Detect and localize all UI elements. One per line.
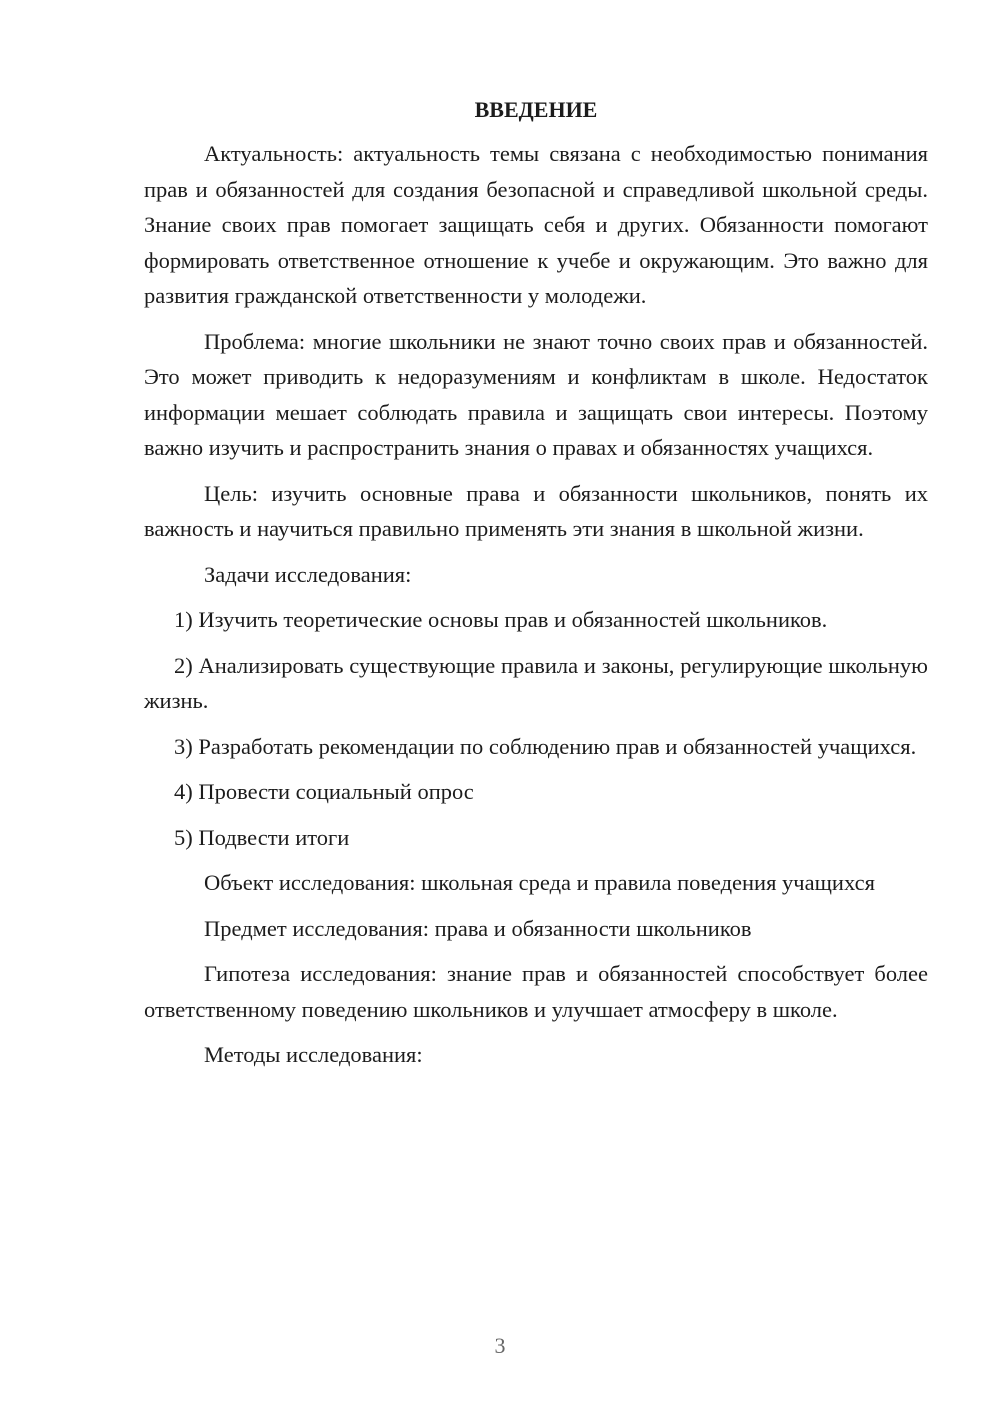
- list-item-task-1: 1) Изучить теоретические основы прав и обязанностей школьников.: [174, 607, 828, 632]
- section-heading: ВВЕДЕНИЕ: [474, 97, 598, 122]
- list-item-task-5: 5) Подвести итоги: [174, 824, 350, 850]
- paragraph-tasks-title: Задачи исследования:: [204, 561, 412, 587]
- paragraph-goal: Цель: изучить основные права и обязанности школьников, понять их важность и научиться правильно применять эти знания в школьной жизни.: [144, 480, 928, 541]
- page-number: 3: [494, 1333, 506, 1358]
- list-item-task-4: 4) Провести социальный опрос: [174, 779, 474, 804]
- document-page: [144, 92, 928, 1083]
- list-item-task-3: 3) Разработать рекомендации по соблюдению прав и обязанностей учащихся.: [174, 733, 917, 759]
- paragraph-subject: Предмет исследования: права и обязанности школьников: [204, 915, 752, 941]
- paragraph-object: Объект исследования: школьная среда и правила поведения учащихся: [204, 870, 875, 895]
- paragraph-relevance: Актуальность: актуальность темы связана с необходимостью понимания прав и обязанностей для создания безопасной и справедливой школьной среды. Знание своих прав помогает защищать себя и других. Обязанности помогают формировать ответственное отношение к учебе и окружающим. Это важно для развития гражданской ответственности у молодежи.: [144, 141, 928, 308]
- paragraph-problem: Проблема: многие школьники не знают точно своих прав и обязанностей. Это может приводить к недоразумениям и конфликтам в школе. Недостаток информации мешает соблюдать правила и защищать свои интересы. Поэтому важно изучить и распространить знания о правах и обязанностях учащихся.: [144, 328, 928, 460]
- paragraph-methods: Методы исследования:: [204, 1042, 423, 1067]
- list-item-task-2: 2) Анализировать существующие правила и законы, регулирующие школьную жизнь.: [144, 652, 928, 713]
- paragraph-hypothesis: Гипотеза исследования: знание прав и обязанностей способствует более ответственному поведению школьников и улучшает атмосферу в школе.: [144, 961, 928, 1022]
